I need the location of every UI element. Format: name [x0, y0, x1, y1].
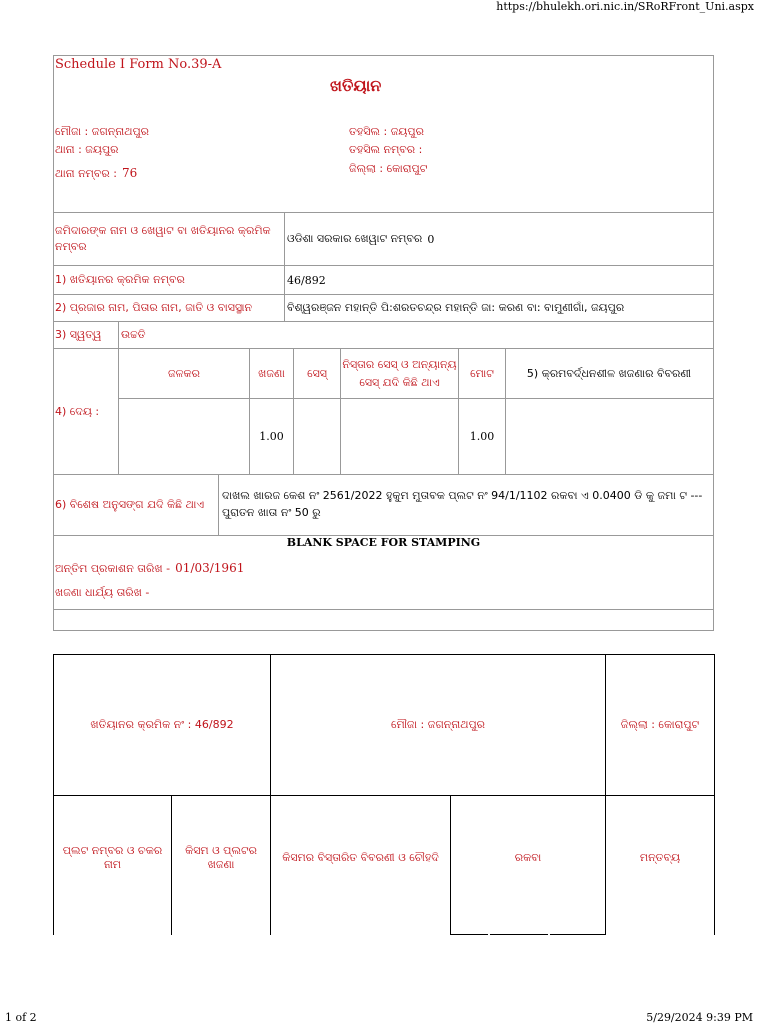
- dues-header-water-tax: ଜଳକର: [167, 366, 200, 380]
- plot-table-khatiyan-serial: ଖତିୟାନର କ୍ରମିକ ନଂ : 46/892: [90, 718, 234, 731]
- right-value: ଉଚ୍ଚତି: [121, 328, 146, 341]
- plot-column-area: ରକବା: [514, 851, 542, 864]
- tenant-value: ବିଶ୍ୱରଞ୍ଜନ ମହାନ୍ତି ପି:ଶରତଚନ୍ଦ୍ର ମହାନ୍ତି ଜା: କରଣ ବା: ବାମୁଣୀଗାଁ, ଜୟପୁର: [287, 301, 625, 314]
- dues-value-cess: [294, 399, 340, 474]
- plot-column-plot-number: ପ୍ଲଟ ନମ୍ବର ଓ ଚକର ନାମ: [62, 844, 163, 871]
- thana-number-value: 76: [122, 166, 138, 180]
- print-datetime: 5/29/2024 9:39 PM: [646, 1011, 753, 1024]
- page-title: ଖତିୟାନ: [330, 76, 382, 95]
- tahasil-number-label: ତହସିଲ ନମ୍ବର :: [349, 143, 423, 156]
- plot-table-zilla: ଜିଲ୍ଲା : କୋରାପୁଟ: [620, 718, 700, 731]
- tax-assessment-date-label: ଖଜଣା ଧାର୍ଯ୍ୟ ତାରିଖ -: [55, 586, 150, 599]
- landlord-label: ଜମିଦାରଙ୍କ ନାମ ଓ ଖେୱାଟ ବା ଖତିୟାନର କ୍ରମିକ ନମ୍ବର: [55, 224, 271, 253]
- dues-value-other-cess: [341, 399, 458, 474]
- special-note-line-2: ପୁରାତନ ଖାତା ନଂ 50 ରୁ: [222, 506, 321, 519]
- zilla-label: ଜିଲ୍ଲା : କୋରାପୁଟ: [349, 162, 428, 175]
- dues-value-total: 1.00: [469, 430, 495, 443]
- khatiyan-serial-label: 1) ଖତିୟାନର କ୍ରମିକ ନମ୍ବର: [55, 273, 185, 286]
- schedule-form-label: Schedule I Form No.39-A: [55, 57, 222, 72]
- tahasil-label: ତହସିଲ : ଜୟପୁର: [349, 125, 424, 138]
- plot-column-kisam-rent: କିସମ ଓ ପ୍ଲଟର ଖଜଣା: [185, 844, 257, 871]
- dues-label: 4) ଦେୟ :: [55, 404, 100, 418]
- dues-value-water-tax: [119, 399, 249, 474]
- dues-header-rent: ଖଜଣା: [258, 366, 285, 380]
- dues-header-progressive-rent: 5) କ୍ରମବର୍ଦ୍ଧନଶୀଳ ଖଜଣାର ବିବରଣୀ: [526, 366, 692, 380]
- plot-column-remarks: ମନ୍ତବ୍ୟ: [639, 851, 681, 864]
- page-number: 1 of 2: [5, 1011, 37, 1024]
- mouza-label: ମୌଜା : ଜଗନ୍ନାଥପୁର: [55, 125, 150, 138]
- page-url: https://bhulekh.ori.nic.in/SRoRFront_Uni.aspx: [496, 0, 754, 13]
- dues-header-cess: ସେସ୍: [307, 366, 327, 380]
- blank-space-for-stamping: BLANK SPACE FOR STAMPING: [286, 536, 481, 549]
- thana-label: ଥାନା : ଜୟପୁର: [55, 143, 119, 156]
- thana-number-row: [55, 162, 137, 181]
- tenant-label: 2) ପ୍ରଜାର ନାମ, ପିତାର ନାମ, ଜାତି ଓ ବାସସ୍ଥାନ: [55, 301, 253, 314]
- landlord-value: [287, 214, 707, 264]
- thana-number-label: ଥାନା ନମ୍ବର :: [55, 167, 117, 180]
- final-publication-label: ଅନ୍ତିମ ପ୍ରକାଶନ ତାରିଖ -: [55, 562, 171, 575]
- plot-table-mouza: ମୌଜା : ଜଗନ୍ନାଥପୁର: [390, 718, 486, 731]
- landlord-value-text: ଓଡିଶା ସରକାର ଖେୱାଟ ନମ୍ବର: [287, 232, 423, 245]
- landlord-khewat-number: 0: [427, 232, 435, 246]
- dues-header-total: ମୋଟ: [470, 366, 494, 380]
- plot-column-details-boundary: କିସମର ବିସ୍ତାରିତ ବିବରଣୀ ଓ ଚୌହଦି: [282, 851, 439, 864]
- dues-value-rent: 1.00: [259, 430, 284, 443]
- special-note-label: 6) ବିଶେଷ ଅନୁସଙ୍ଗ ଯଦି କିଛି ଥାଏ: [55, 498, 205, 511]
- dues-value-progressive-rent: [506, 399, 712, 474]
- special-note-line-1: ଦାଖଲ ଖାରଜ କେଶ ନଂ 2561/2022 ହୁକୁମ ମୁତାବକ ପ୍ଲଟ ନଂ 94/1/1102 ରକବା ଏ 0.0400 ଡି କୁ ଜମା ଟ ---: [222, 489, 703, 502]
- dues-header-other-cess: ନିସ୍ତାର ସେସ୍ ଓ ଅନ୍ୟାନ୍ୟ ସେସ୍ ଯଦି କିଛି ଥାଏ: [342, 357, 457, 389]
- final-publication-row: [55, 557, 244, 576]
- final-publication-date: 01/03/1961: [175, 561, 245, 575]
- khatiyan-serial-value: 46/892: [287, 273, 326, 287]
- right-label: 3) ସ୍ୱତ୍ୱ: [55, 328, 102, 341]
